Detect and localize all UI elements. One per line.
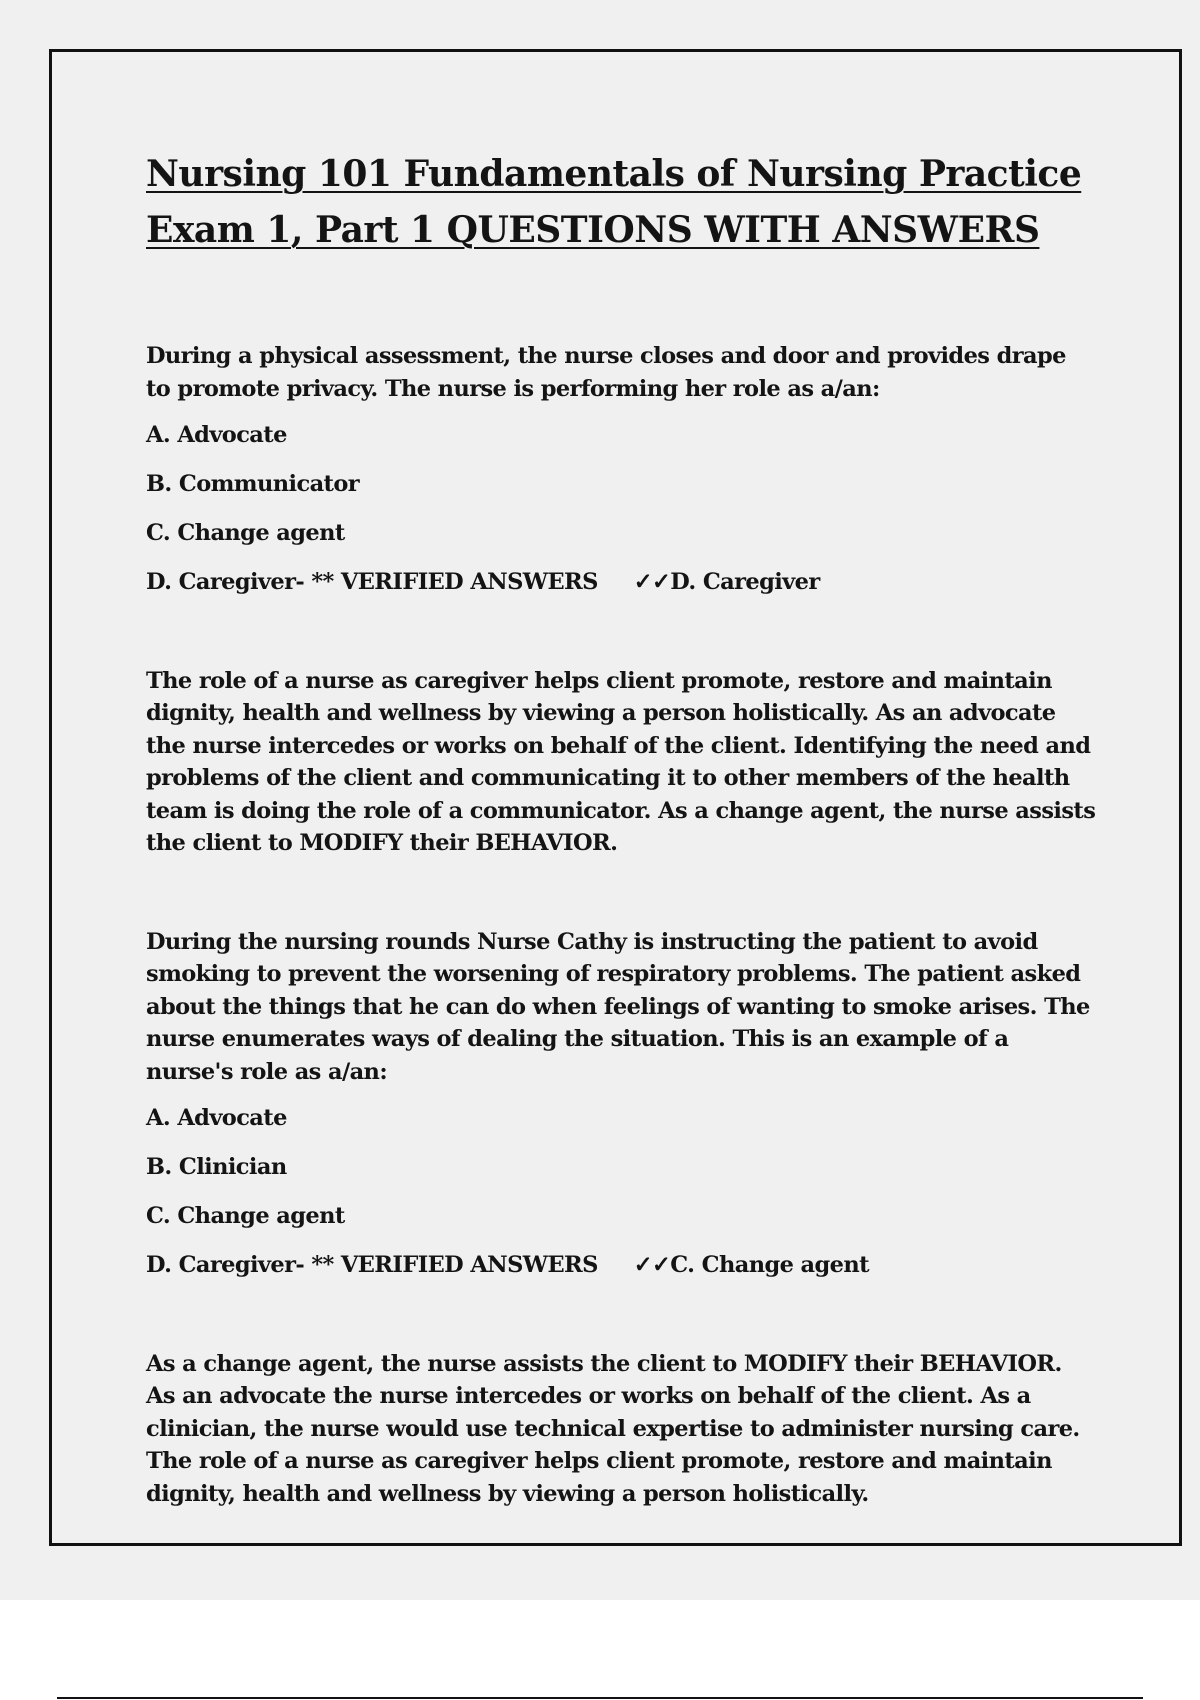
question-2 xyxy=(146,926,1096,1511)
document-content xyxy=(146,146,1096,1510)
question-2-stem: During the nursing rounds Nurse Cathy is instructing the patient to avoid smoking to prevent the worsening of respiratory problems. The patient asked about the things that he can do when feelings of wanting to smoke arises. The nurse enumerates ways of dealing the situation. This is an example of a nurse's role as a/an: xyxy=(146,928,1090,1085)
question-1-stem: During a physical assessment, the nurse closes and door and provides drape to promote privacy. The nurse is performing her role as a/an: xyxy=(146,343,1066,402)
question-1-option-c: C. Change agent xyxy=(146,520,345,546)
question-2-answer: ✓✓C. Change agent xyxy=(633,1252,869,1278)
question-1-option-b: B. Communicator xyxy=(146,471,360,497)
document-title: Nursing 101 Fundamentals of Nursing Practice Exam 1, Part 1 QUESTIONS WITH ANSWERS xyxy=(146,153,1082,251)
question-2-option-d: D. Caregiver xyxy=(146,1252,296,1278)
question-2-verified-marker: - ** VERIFIED ANSWERS xyxy=(295,1252,598,1278)
question-1-answer: ✓✓D. Caregiver xyxy=(633,569,820,595)
question-1 xyxy=(146,340,1096,860)
question-2-option-b: B. Clinician xyxy=(146,1154,287,1180)
question-2-option-a: A. Advocate xyxy=(146,1105,287,1131)
question-1-verified-marker: - ** VERIFIED ANSWERS xyxy=(295,569,598,595)
question-2-option-c: C. Change agent xyxy=(146,1203,345,1229)
question-1-option-a: A. Advocate xyxy=(146,422,287,448)
question-1-explanation: The role of a nurse as caregiver helps client promote, restore and maintain dignity, health and wellness by viewing a person holistically. As an advocate the nurse intercedes or works on behalf of the client. Identifying the need and problems of the client and communicating it to other members of the health team is doing the role of a communicator. As a change agent, the nurse assists the client to MODIFY their BEHAVIOR. xyxy=(146,667,1096,856)
question-1-option-d: D. Caregiver xyxy=(146,569,296,595)
question-1-option-d-row xyxy=(146,566,1096,599)
footer-rule xyxy=(57,1697,1143,1699)
question-2-option-d-row xyxy=(146,1249,1096,1282)
question-2-explanation: As a change agent, the nurse assists the client to MODIFY their BEHAVIOR. As an advocate the nurse intercedes or works on behalf of the client. As a clinician, the nurse would use technical expertise to administer nursing care. The role of a nurse as caregiver helps client promote, restore and maintain dignity, health and wellness by viewing a person holistically. xyxy=(146,1350,1080,1507)
